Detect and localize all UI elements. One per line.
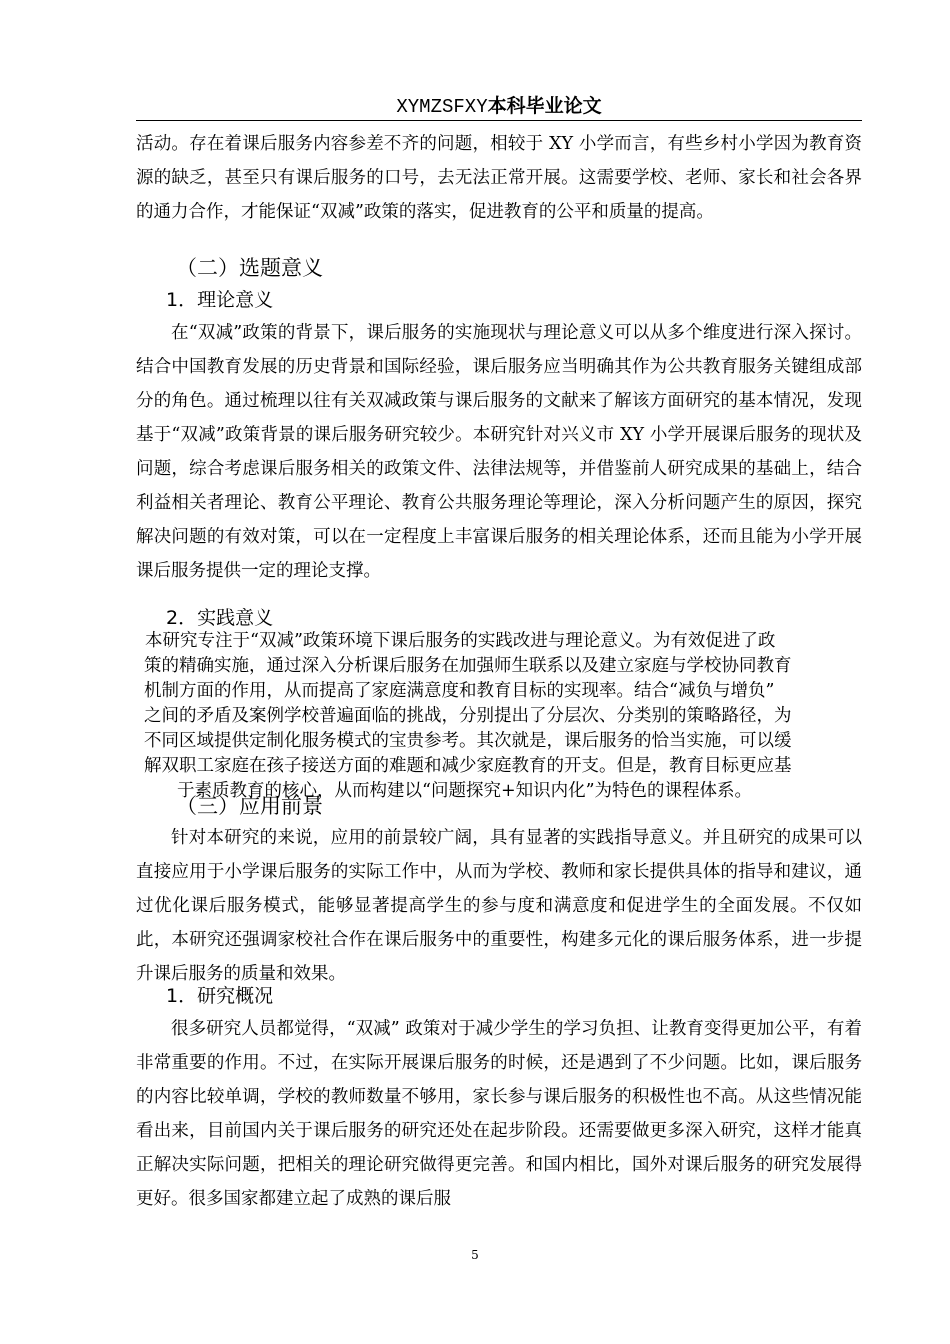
research-overview-paragraph: 很多研究人员都觉得，“双减” 政策对于减少学生的学习负担、让教育变得更加公平，有着非常重要的作用。不过，在实际开展课后服务的时候，还是遇到了不少问题。比如，课后服务的内容比较单调，学校的教师数量不够用，家长参与课后服务的积极性也不高。从这些情况能看出来，目前国内关于课后服务的研究还处在起步阶段。还需要做更多深入研究，这样才能真正解决实际问题，把相关的理论研究做得更完善。和国内相比，国外对课后服务的研究发展得更好。很多国家都建立起了成熟的课后服 bbox=[136, 1019, 862, 1209]
practical-line: 机制方面的作用，从而提高了家庭满意度和教育目标的实现率。结合“减负与增负” bbox=[144, 681, 775, 701]
header-chinese-title: 本科毕业论文 bbox=[487, 95, 602, 117]
practical-line: 本研究专注于“双减”政策环境下课后服务的实践改进与理论意义。为有效促进了政 bbox=[145, 631, 776, 651]
page-header bbox=[136, 93, 862, 120]
theoretical-significance-paragraph: 在“双减”政策的背景下，课后服务的实施现状与理论意义可以从多个维度进行深入探讨。结合中国教育发展的历史背景和国际经验，课后服务应当明确其作为公共教育服务关键组成部分的角色。通过梳理以往有关双减政策与课后服务的文献来了解该方面研究的基本情况，发现基于“双减”政策背景的课后服务研究较少。本研究针对兴义市 XY 小学开展课后服务的现状及问题，综合考虑课后服务相关的政策文件、法律法规等，并借鉴前人研究成果的基础上，结合利益相关者理论、教育公平理论、教育公共服务理论等理论，深入分析问题产生的原因，探究解决问题的有效对策，可以在一定程度上丰富课后服务的相关理论体系，还而且能为小学开展课后服务提供一定的理论支撑。 bbox=[136, 323, 862, 581]
subheading-theoretical-significance: 1．理论意义 bbox=[166, 289, 274, 311]
header-latin-title: XYMZSFXY bbox=[396, 96, 488, 118]
section-heading-topic-significance: （二）选题意义 bbox=[176, 256, 323, 280]
subheading-practical-significance: 2．实践意义 bbox=[166, 607, 274, 629]
practical-line: 策的精确实施，通过深入分析课后服务在加强师生联系以及建立家庭与学校协同教育 bbox=[144, 656, 792, 676]
practical-line: 于素质教育的核心，从而构建以“问题探究+知识内化”为特色的课程体系。 bbox=[177, 781, 753, 801]
practical-line: 之间的矛盾及案例学校普遍面临的挑战，分别提出了分层次、分类别的策略路径，为 bbox=[144, 706, 792, 726]
subheading-research-overview: 1．研究概况 bbox=[166, 985, 274, 1007]
section-heading-application-prospect: （三）应用前景 bbox=[176, 794, 323, 818]
practical-line: 不同区域提供定制化服务模式的宝贵参考。其次就是，课后服务的恰当实施，可以缓 bbox=[144, 731, 792, 751]
intro-paragraph: 活动。存在着课后服务内容参差不齐的问题，相较于 XY 小学而言，有些乡村小学因为教育资源的缺乏，甚至只有课后服务的口号，去无法正常开展。这需要学校、老师、家长和社会各界的通力合作，才能保证“双减”政策的落实，促进教育的公平和质量的提高。 bbox=[136, 134, 862, 222]
practical-line: 解双职工家庭在孩子接送方面的难题和减少家庭教育的开支。但是，教育目标更应基 bbox=[144, 756, 792, 776]
page-number: 5 bbox=[471, 1248, 479, 1262]
header-rule bbox=[136, 120, 862, 121]
application-prospect-paragraph: 针对本研究的来说，应用的前景较广阔，具有显著的实践指导意义。并且研究的成果可以直接应用于小学课后服务的实际工作中，从而为学校、教师和家长提供具体的指导和建议，通过优化课后服务模式，能够显著提高学生的参与度和满意度和促进学生的全面发展。不仅如此，本研究还强调家校社合作在课后服务中的重要性，构建多元化的课后服务体系，进一步提升课后服务的质量和效果。 bbox=[136, 828, 862, 984]
